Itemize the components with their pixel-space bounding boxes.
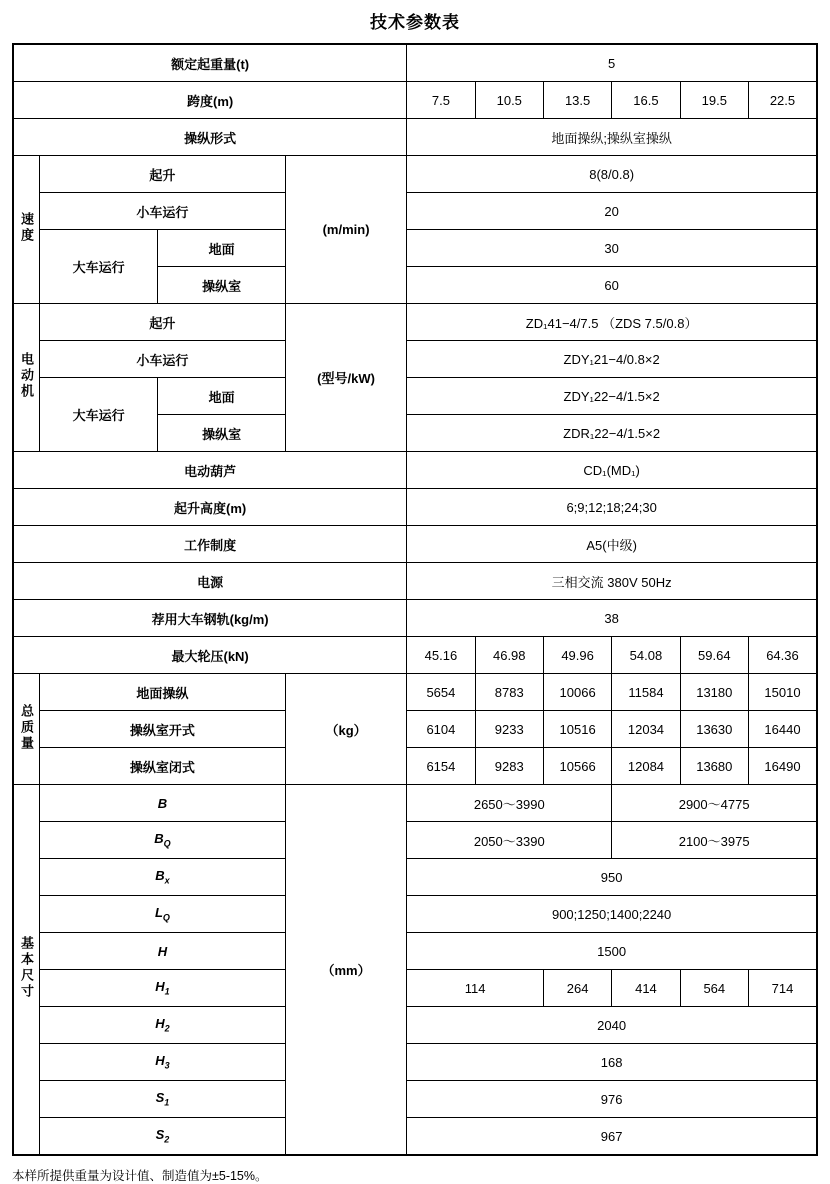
footnote: 本样所提供重量为设计值、制造值为±5-15%。 — [12, 1169, 268, 1183]
table-row — [13, 1081, 817, 1118]
dimension-H2-label: $H_2$ — [40, 1007, 286, 1044]
max-wheel-load-2: 46.98 — [475, 637, 543, 674]
table-row — [13, 156, 817, 193]
table-row — [13, 859, 817, 896]
speed-crane-cab-value: 60 — [407, 267, 817, 304]
motor-crane-ground-value: ZDY₁22−4/1.5×2 — [407, 378, 817, 415]
rail-value: 38 — [407, 600, 817, 637]
span-value-6: 22.5 — [748, 82, 817, 119]
dimension-B-value-1: 2650～3990 — [407, 785, 612, 822]
dimension-Bx-value: 950 — [407, 859, 817, 896]
table-row — [13, 637, 817, 674]
speed-trolley-value: 20 — [407, 193, 817, 230]
span-value-5: 19.5 — [680, 82, 748, 119]
mass-cab-closed-4: 12084 — [612, 748, 680, 785]
dimension-H-value: 1500 — [407, 933, 817, 970]
span-value-1: 7.5 — [407, 82, 475, 119]
mass-cab-closed-2: 9283 — [475, 748, 543, 785]
dimension-BQ-label: $B_Q$ — [40, 822, 286, 859]
dimension-S1-label: $S_1$ — [40, 1081, 286, 1118]
speed-crane-ground-label: 地面 — [158, 230, 286, 267]
mass-ground-4: 11584 — [612, 674, 680, 711]
span-value-2: 10.5 — [475, 82, 543, 119]
mass-cab-closed-5: 13680 — [680, 748, 748, 785]
hoist-label: 电动葫芦 — [13, 452, 407, 489]
mass-cab-open-1: 6104 — [407, 711, 475, 748]
dimension-H3-label: $H_3$ — [40, 1044, 286, 1081]
span-label: 跨度(m) — [13, 82, 407, 119]
mass-ground-6: 15010 — [748, 674, 817, 711]
table-row — [13, 230, 817, 267]
max-wheel-load-3: 49.96 — [543, 637, 611, 674]
table-row — [13, 563, 817, 600]
table-row — [13, 933, 817, 970]
dimension-H1-value-3: 414 — [612, 970, 680, 1007]
table-row — [13, 711, 817, 748]
speed-group-label: 速度 — [13, 156, 40, 304]
dimension-S1-value: 976 — [407, 1081, 817, 1118]
table-row — [13, 341, 817, 378]
table-row — [13, 896, 817, 933]
motor-unit: (型号/kW) — [285, 304, 406, 452]
table-row — [13, 378, 817, 415]
motor-crane-label: 大车运行 — [40, 378, 158, 452]
mass-group-label: 总质量 — [13, 674, 40, 785]
max-wheel-load-1: 45.16 — [407, 637, 475, 674]
motor-crane-ground-label: 地面 — [158, 378, 286, 415]
power-label: 电源 — [13, 563, 407, 600]
dimension-S2-label: $S_2$ — [40, 1118, 286, 1156]
rail-label: 荐用大车钢轨(kg/m) — [13, 600, 407, 637]
table-row — [13, 674, 817, 711]
table-row — [13, 119, 817, 156]
dimension-H3-value: 168 — [407, 1044, 817, 1081]
duty-value: A5(中级) — [407, 526, 817, 563]
dimension-H-label: H — [40, 933, 286, 970]
mass-ground-1: 5654 — [407, 674, 475, 711]
speed-lift-label: 起升 — [40, 156, 286, 193]
table-row — [13, 526, 817, 563]
motor-crane-cab-value: ZDR₁22−4/1.5×2 — [407, 415, 817, 452]
mass-cab-open-6: 16440 — [748, 711, 817, 748]
dimension-LQ-value: 900;1250;1400;2240 — [407, 896, 817, 933]
control-type-label: 操纵形式 — [13, 119, 407, 156]
dimension-B-value-2: 2900～4775 — [612, 785, 817, 822]
power-value: 三相交流 380V 50Hz — [407, 563, 817, 600]
table-row — [13, 193, 817, 230]
table-row — [13, 304, 817, 341]
mass-cab-closed-label: 操纵室闭式 — [40, 748, 286, 785]
table-row — [13, 1044, 817, 1081]
table-row — [13, 452, 817, 489]
speed-crane-cab-label: 操纵室 — [158, 267, 286, 304]
mass-cab-closed-3: 10566 — [543, 748, 611, 785]
table-row — [13, 82, 817, 119]
dimension-H1-label: $H_1$ — [40, 970, 286, 1007]
dimensions-unit: （mm） — [285, 785, 406, 1156]
max-wheel-load-5: 59.64 — [680, 637, 748, 674]
duty-label: 工作制度 — [13, 526, 407, 563]
mass-cab-open-4: 12034 — [612, 711, 680, 748]
speed-crane-label: 大车运行 — [40, 230, 158, 304]
motor-group-label: 电动机 — [13, 304, 40, 452]
motor-lift-label: 起升 — [40, 304, 286, 341]
page-title: 技术参数表 — [370, 13, 460, 32]
mass-ground-3: 10066 — [543, 674, 611, 711]
lift-height-label: 起升高度(m) — [13, 489, 407, 526]
motor-trolley-value: ZDY₁21−4/0.8×2 — [407, 341, 817, 378]
dimension-S2-value: 967 — [407, 1118, 817, 1156]
lift-height-value: 6;9;12;18;24;30 — [407, 489, 817, 526]
speed-crane-ground-value: 30 — [407, 230, 817, 267]
dimensions-group-label: 基本尺寸 — [13, 785, 40, 1156]
mass-ground-label: 地面操纵 — [40, 674, 286, 711]
mass-cab-open-label: 操纵室开式 — [40, 711, 286, 748]
mass-ground-2: 8783 — [475, 674, 543, 711]
dimension-H1-value-2: 264 — [543, 970, 611, 1007]
mass-cab-open-3: 10516 — [543, 711, 611, 748]
table-row — [13, 1118, 817, 1156]
mass-cab-closed-1: 6154 — [407, 748, 475, 785]
dimension-Bx-label: $B_x$ — [40, 859, 286, 896]
rated-capacity-value: 5 — [407, 44, 817, 82]
mass-cab-closed-6: 16490 — [748, 748, 817, 785]
dimension-H1-value-1: 114 — [407, 970, 544, 1007]
span-value-3: 13.5 — [543, 82, 611, 119]
max-wheel-load-4: 54.08 — [612, 637, 680, 674]
speed-unit: (m/min) — [285, 156, 406, 304]
speed-lift-value: 8(8/0.8) — [407, 156, 817, 193]
mass-cab-open-2: 9233 — [475, 711, 543, 748]
max-wheel-load-6: 64.36 — [748, 637, 817, 674]
table-row — [13, 1007, 817, 1044]
mass-cab-open-5: 13630 — [680, 711, 748, 748]
dimension-H1-value-5: 714 — [748, 970, 817, 1007]
max-wheel-load-label: 最大轮压(kN) — [13, 637, 407, 674]
dimension-LQ-label: $L_Q$ — [40, 896, 286, 933]
table-row — [13, 489, 817, 526]
mass-unit: （kg） — [285, 674, 406, 785]
table-row — [13, 44, 817, 82]
table-row — [13, 600, 817, 637]
dimension-H2-value: 2040 — [407, 1007, 817, 1044]
table-row — [13, 785, 817, 822]
speed-trolley-label: 小车运行 — [40, 193, 286, 230]
table-row — [13, 822, 817, 859]
dimension-B-label: B — [40, 785, 286, 822]
motor-lift-value: ZD₁41−4/7.5 （ZDS 7.5/0.8） — [407, 304, 817, 341]
rated-capacity-label: 额定起重量(t) — [13, 44, 407, 82]
control-type-value: 地面操纵;操纵室操纵 — [407, 119, 817, 156]
motor-trolley-label: 小车运行 — [40, 341, 286, 378]
motor-crane-cab-label: 操纵室 — [158, 415, 286, 452]
dimension-BQ-value-2: 2100～3975 — [612, 822, 817, 859]
span-value-4: 16.5 — [612, 82, 680, 119]
hoist-value: CD₁(MD₁) — [407, 452, 817, 489]
dimension-BQ-value-1: 2050～3390 — [407, 822, 612, 859]
dimension-H1-value-4: 564 — [680, 970, 748, 1007]
table-row — [13, 970, 817, 1007]
technical-parameters-table — [12, 43, 818, 1156]
mass-ground-5: 13180 — [680, 674, 748, 711]
table-row — [13, 748, 817, 785]
